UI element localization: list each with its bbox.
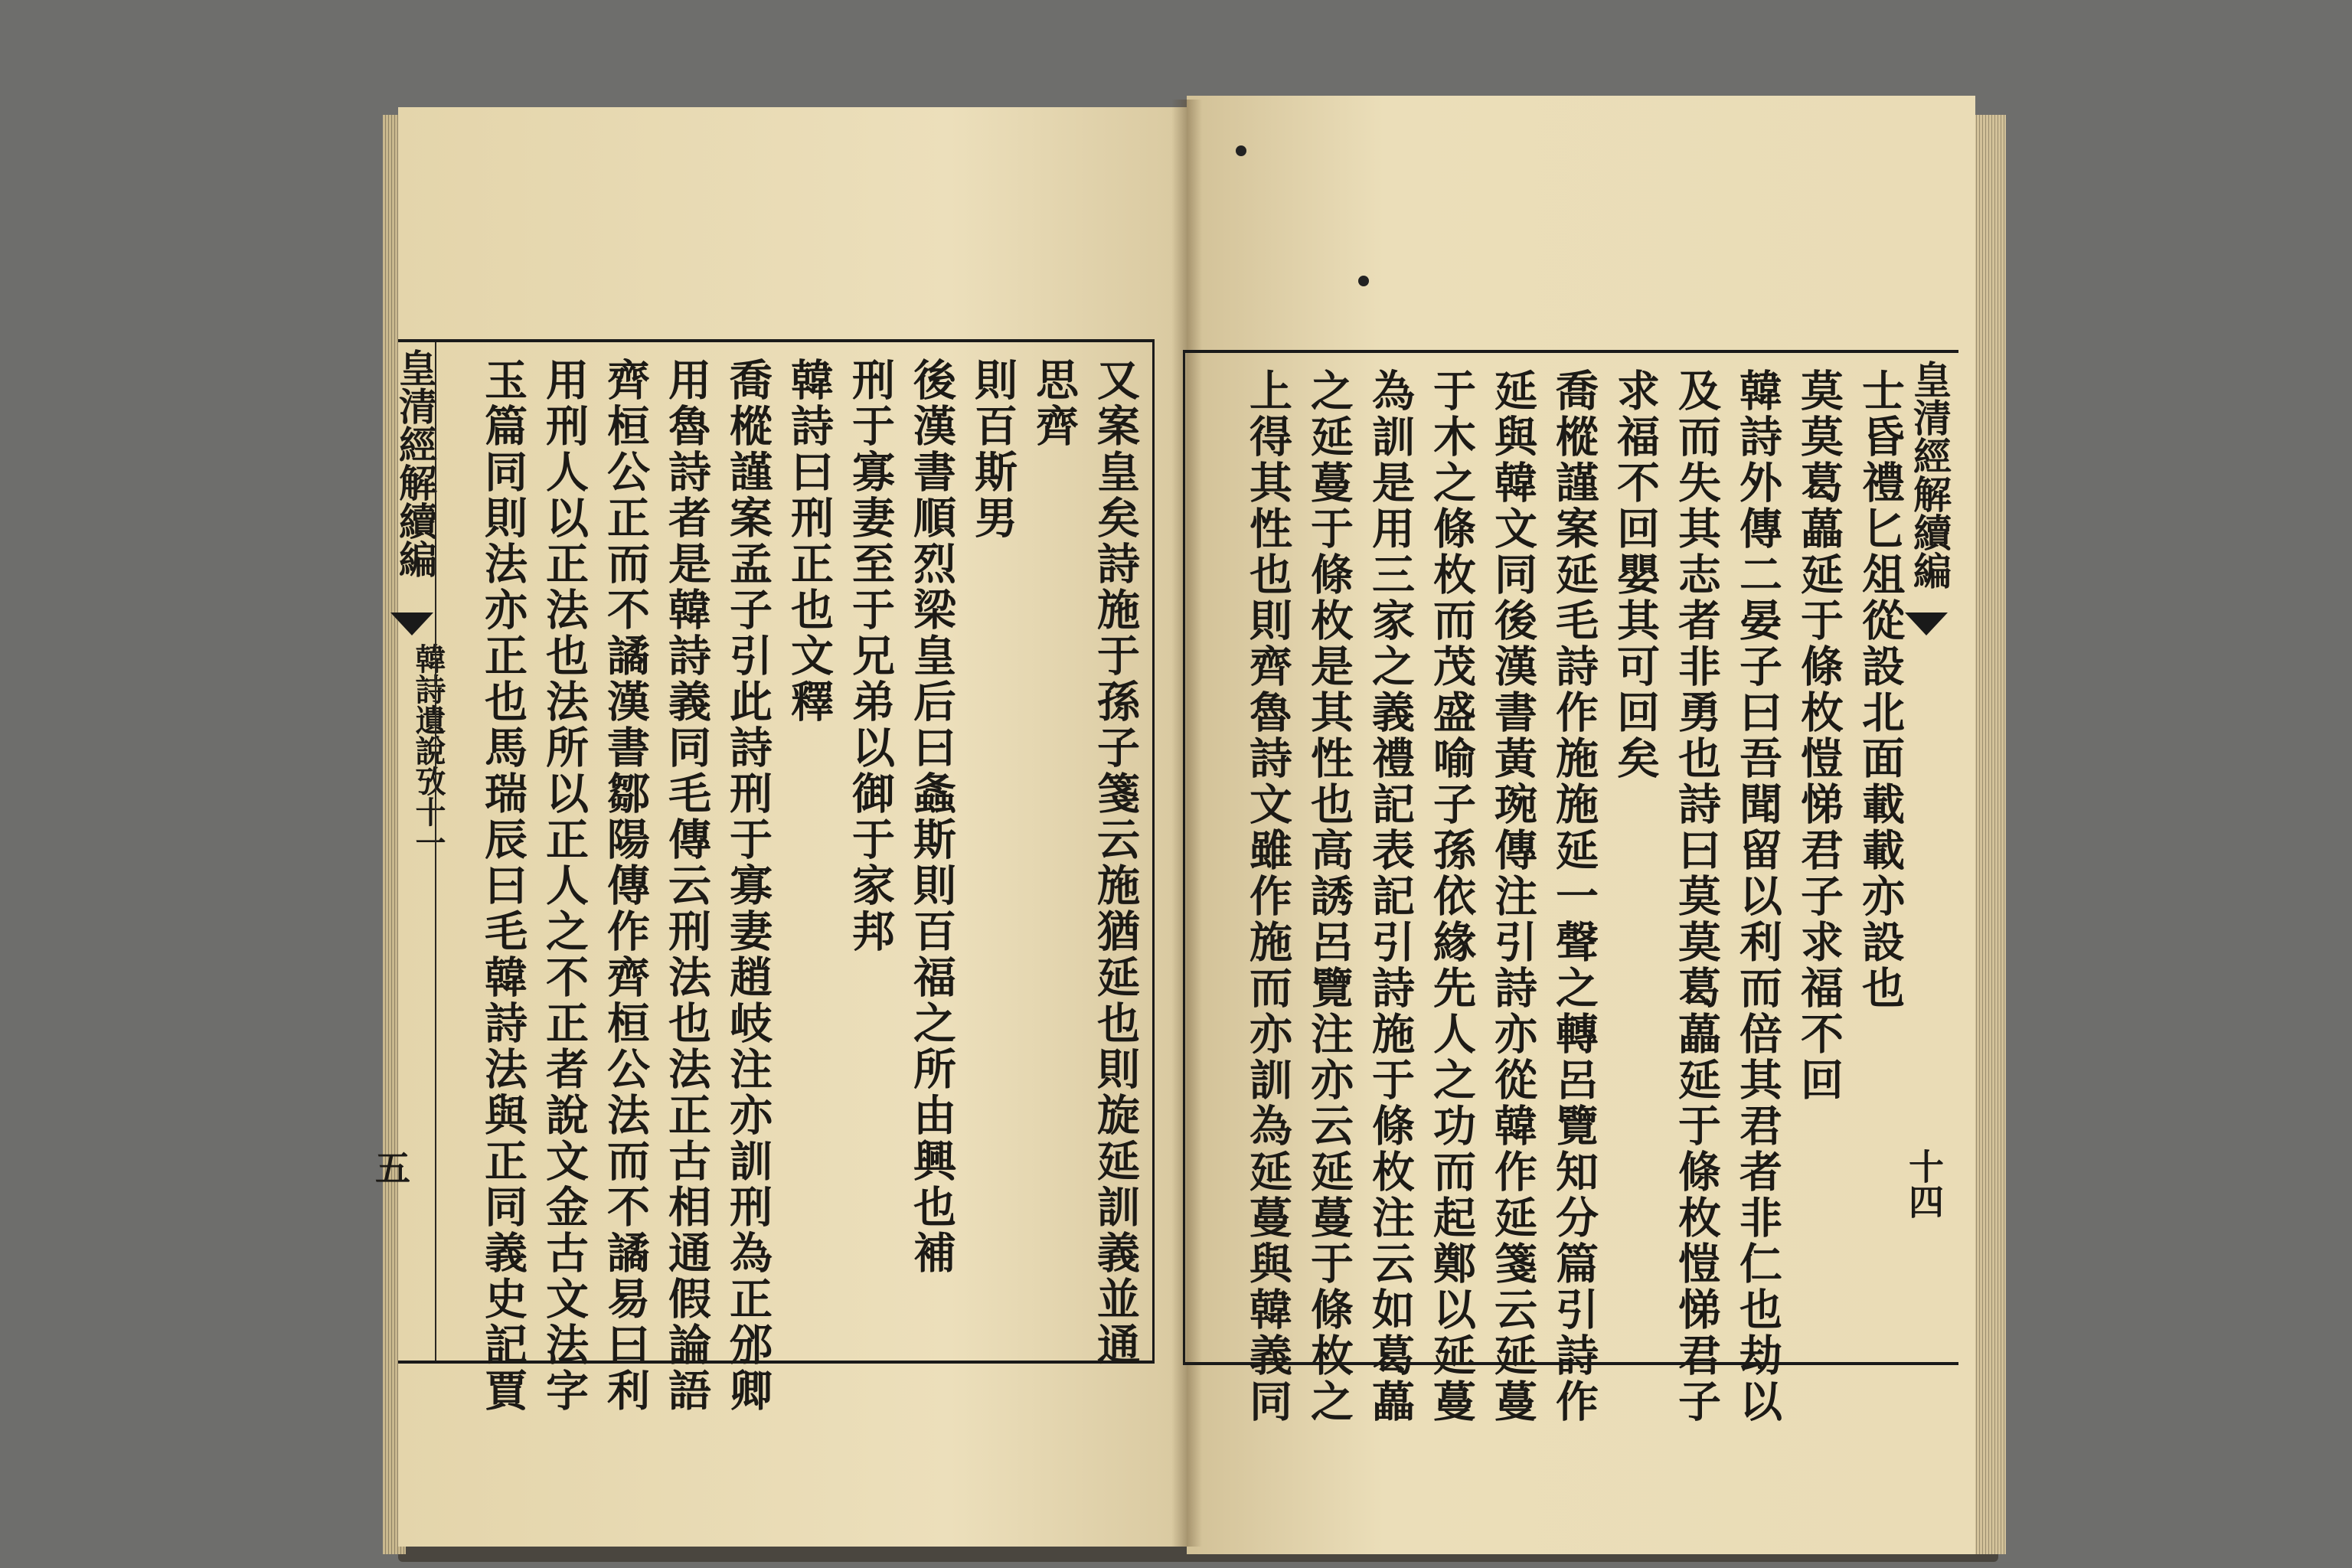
text-column: 喬樅謹案孟子引此詩刑于寡妻趙岐注亦訓刑為正邠卿 [723,358,773,1414]
text-column: 延與韓文同後漢書黃琬傳注引詩亦從韓作延箋云延蔓 [1488,368,1538,1425]
left-spine-subtitle: 韓詩遺說攷十一 [410,643,446,858]
text-column: 又案皇矣詩施于孫子箋云施猶延也則旋延訓義並通 [1090,358,1141,1368]
text-column: 求福不回嬰其可回矣 [1610,368,1661,782]
text-column: 玉篇同則法亦正也馬瑞辰曰毛韓詩法與正同義史記賈 [478,358,528,1414]
ink-spot [1358,276,1369,286]
text-column: 用刑人以正法也法所以正人之不正者說文金古文法字 [539,358,590,1414]
text-column: 韓詩外傳二晏子曰吾聞留以利而倍其君者非仁也劫以 [1733,368,1783,1425]
right-text-frame [1183,350,1958,1425]
text-column: 齊桓公正而不譎漢書鄒陽傳作齊桓公法而不譎易曰利 [600,358,651,1414]
text-column: 後漢書順烈梁皇后曰螽斯則百福之所由興也補 [906,358,957,1276]
text-column: 韓詩曰刑正也文釋 [784,358,835,725]
left-spine-title: 皇清經解續編 [393,348,438,578]
text-column: 士昏禮匕俎從設北面載載亦設也 [1855,368,1906,1011]
left-text-frame [398,339,1155,1414]
text-column: 及而失其志者非勇也詩曰莫莫葛藟延于條枚愷悌君子 [1671,368,1722,1425]
left-page-number: 五 [375,1148,410,1189]
text-column: 之延蔓于條枚是其性也高誘呂覽注亦云延蔓于條枚之 [1304,368,1354,1425]
text-column: 為訓是用三家之義禮記表記引詩施于條枚注云如葛藟 [1365,368,1416,1425]
text-column: 用魯詩者是韓詩義同毛傳云刑法也法正古相通假論語 [662,358,712,1414]
text-column: 喬樅謹案延毛詩作施施延一聲之轉呂覽知分篇引詩作 [1549,368,1599,1425]
ink-spot [1236,145,1246,156]
text-column: 莫莫葛藟延于條枚愷悌君子求福不回 [1794,368,1844,1103]
text-column: 則百斯男 [968,358,1018,541]
right-page-number: 十四 [1903,1148,1945,1219]
right-spine-title: 皇清經解續編 [1907,360,1952,590]
text-column: 于木之條枚而茂盛喻子孫依緣先人之功而起鄭以延蔓 [1426,368,1477,1425]
text-column: 上得其性也則齊魯詩文雖作施而亦訓為延蔓與韓義同 [1243,368,1293,1425]
text-column: 思齊 [1029,358,1080,449]
text-column: 刑于寡妻至于兄弟以御于家邦 [845,358,896,955]
